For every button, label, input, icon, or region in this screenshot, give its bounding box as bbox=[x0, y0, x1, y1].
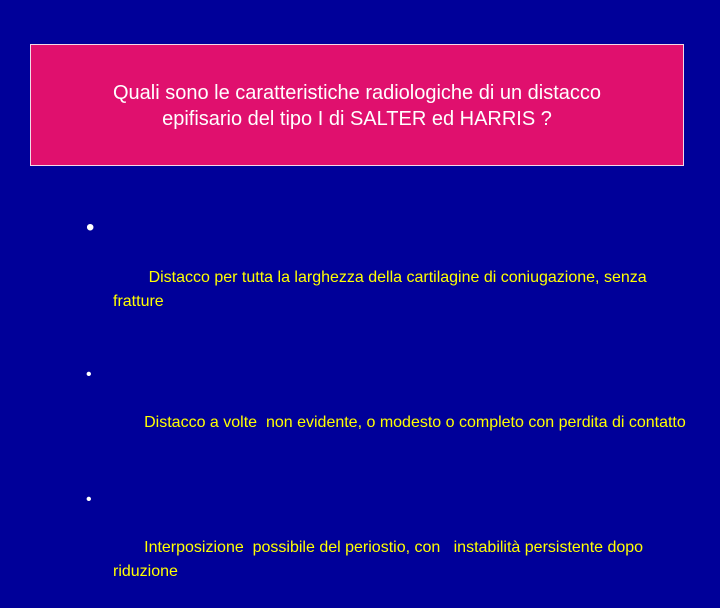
bullet-marker: • bbox=[86, 491, 92, 508]
bullet-item bbox=[86, 488, 696, 608]
slide-title: Quali sono le caratteristiche radiologiche di un distacco epifisario del tipo I di SALTER ed HARRIS ? bbox=[112, 82, 602, 130]
bullet-item bbox=[86, 363, 696, 459]
bullet-marker: • bbox=[86, 214, 95, 241]
bullet-text: Distacco a volte non evidente, o modesto o completo con perdita di contatto bbox=[139, 414, 686, 431]
bullet-text: Distacco per tutta la larghezza della cartilagine di coniugazione, senza fratture bbox=[113, 269, 652, 310]
bullet-list bbox=[86, 214, 696, 608]
title-box bbox=[30, 44, 684, 166]
bullet-marker: • bbox=[86, 366, 92, 383]
bullet-text: Interposizione possibile del periostio, con instabilità persistente dopo riduzione bbox=[113, 539, 648, 580]
bullet-item bbox=[86, 214, 696, 338]
